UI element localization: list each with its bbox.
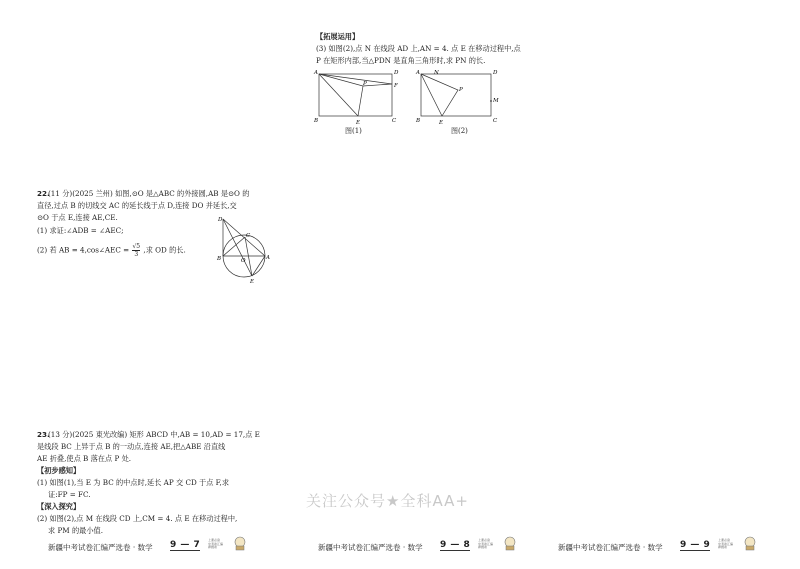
q23-line-3: AE 折叠,使点 B 落在点 P 处. [37,454,132,463]
q21-part3-line-2: P 在矩形内部,当△PDN 是直角三角形时,求 PN 的长. [316,56,486,65]
q23-line-2: 是线段 BC 上异于点 B 的一动点,连接 AE,把△ABE 沿直线 [37,442,226,451]
fig1-label-F: F [394,83,398,89]
q22-label-B: B [217,256,222,262]
badge-3-line-1: 上课必备 [718,538,731,542]
q21-part3-line-1: (3) 如图(2),点 N 在线段 AD 上,AN = 4. 点 E 在移动过程中,点 [316,44,521,53]
q22-figure-circle [212,214,270,286]
footer-title-3: 新疆中考试卷汇编严选卷 · 数学 [558,543,663,552]
watermark: 关注公众号★全科AA+ [306,492,469,510]
q22-number: 22. [37,189,50,198]
q22-fraction [132,243,140,258]
fig1-label-P: P [363,81,367,87]
q22-label-D: D [218,217,223,223]
q23-number: 23. [37,430,50,439]
badge-1-line-2: 中考卷汇编 [208,541,224,546]
fig2-label-D: D [493,70,498,76]
q22-line-2: 直径,过点 B 的切线交 AC 的延长线于点 D,连接 DO 并延长,交 [37,201,237,210]
fig1-label-D: D [394,70,399,76]
fig1-label-C: C [392,118,397,124]
fig2-label-M: M [493,98,499,104]
badge-3-line-2: 中考卷汇编 [718,541,734,546]
q22-part2 [37,243,186,258]
fig2-label-C: C [493,118,498,124]
badge-2-line-2: 中考卷汇编 [478,541,494,546]
section-heading-extension: 【拓展运用】 [316,32,360,41]
q22-label-E: E [250,279,255,285]
badge-2-line-3: 押题卷 [478,545,488,549]
q23-part1-line-1: (1) 如图(1),当 E 为 BC 的中点时,延长 AP 交 CD 于点 F,求 [37,478,230,487]
badge-2-line-1: 上课必备 [478,538,491,542]
fig1-label-E: E [356,120,361,126]
figure-2-rectangle-fold [413,66,503,126]
footer-page-2: 9 — 8 [440,540,471,550]
q22-line-3: ⊙O 于点 E,连接 AE,CE. [37,213,118,222]
mascot-icon-3 [742,535,758,551]
fig1-label-A: A [314,70,318,76]
badge-3-line-3: 押题卷 [718,545,728,549]
q22-part2-suffix: ,求 OD 的长. [143,245,186,255]
figure-2-caption: 图(2) [451,127,468,135]
q23-part1-line-2: 证:FP = FC. [48,490,91,499]
footer-badge-2 [478,539,500,550]
mascot-icon-1 [232,535,248,551]
q22-part2-prefix: (2) 若 AB = 4,cos∠AEC = [37,245,130,255]
figure-1-rectangle-fold [308,66,403,126]
footer-title-1: 新疆中考试卷汇编严选卷 · 数学 [48,543,153,552]
q22-label-O: O [241,258,246,264]
figure-1-caption: 图(1) [345,127,362,135]
footer-badge-1 [208,539,230,550]
q22-line-1: (11 分)(2025 兰州) 如图,⊙O 是△ABC 的外接圆,AB 是⊙O 的 [48,189,250,198]
q23-heading-deep: 【深入探究】 [37,502,81,511]
fig2-label-P: P [459,87,463,93]
q23-line-1: (13 分)(2025 東光改编) 矩形 ABCD 中,AB = 10,AD = 17,点 E [48,430,260,439]
fig2-label-A: A [416,70,420,76]
badge-1-line-3: 押题卷 [208,545,218,549]
footer-badge-3 [718,539,740,550]
footer-page-1: 9 — 7 [170,540,201,550]
q22-label-A: A [266,255,270,261]
fig2-label-N: N [434,70,439,76]
fig2-label-B: B [416,118,421,124]
badge-1-line-1: 上课必备 [208,538,221,542]
q22-part1: (1) 求证:∠ADB = ∠AEC; [37,226,124,235]
q23-part2-line-2: 求 PM 的最小值. [48,526,103,535]
footer-title-2: 新疆中考试卷汇编严选卷 · 数学 [318,543,423,552]
q22-label-C: C [246,233,251,239]
mascot-icon-2 [502,535,518,551]
q22-frac-numerator: √5 [132,243,141,250]
fig2-label-E: E [439,120,444,126]
q23-part2-line-1: (2) 如图(2),点 M 在线段 CD 上,CM = 4. 点 E 在移动过程中, [37,514,238,523]
q22-frac-denominator: 3 [134,251,139,258]
q23-heading-initial: 【初步感知】 [37,466,81,475]
fig1-label-B: B [314,118,319,124]
footer-page-3: 9 — 9 [680,540,711,550]
